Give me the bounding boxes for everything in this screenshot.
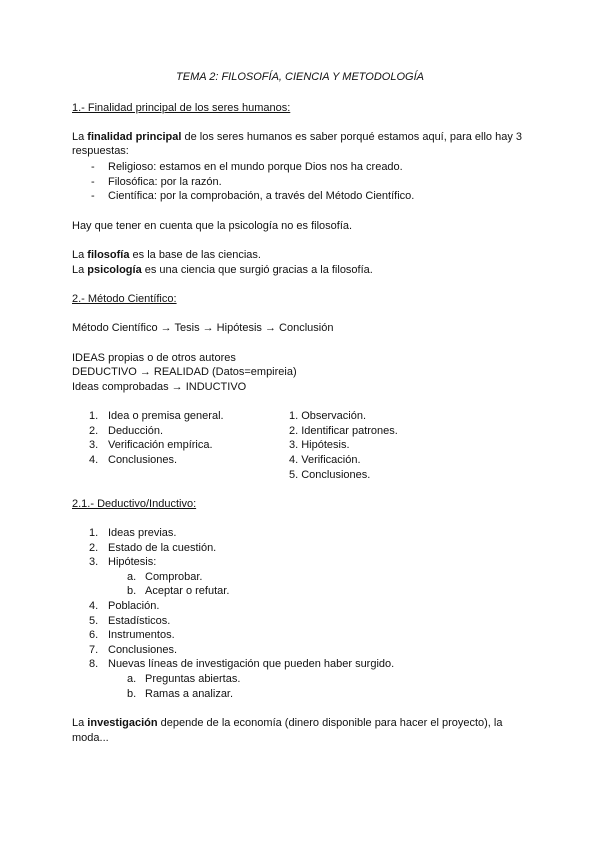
section-2-heading: 2.- Método Científico: [72,293,177,305]
list-number: 1. [89,527,99,539]
bullet-item: Religioso: estamos en el mundo porque Dios nos ha creado. [108,161,403,173]
bold-term-psicologia: psicología [87,264,142,276]
list-item: Estado de la cuestión. [108,542,217,554]
bullet-dash: - [91,161,95,173]
intro-paragraph-line2: respuestas: [72,145,129,157]
bold-term-investigacion: investigación [87,717,158,729]
psicologia-line: La psicología es una ciencia que surgió gracias a la filosofía. [72,264,373,276]
list-number: 7. [89,644,99,656]
list-item: Instrumentos. [108,629,175,641]
closing-paragraph-line2: moda... [72,732,109,744]
list-item: Idea o premisa general. [108,410,224,422]
sublist-item: Aceptar o refutar. [145,585,230,597]
filosofia-line: La filosofía es la base de las ciencias. [72,249,261,261]
list-item: Hipótesis: [108,556,157,568]
list-item: Población. [108,600,160,612]
list-item: Ideas previas. [108,527,177,539]
list-number: 3. [89,439,99,451]
list-item: 3. Hipótesis. [289,439,350,451]
bullet-item: Filosófica: por la razón. [108,176,222,188]
bold-term-finalidad: finalidad principal [87,131,182,143]
list-number: 6. [89,629,99,641]
ideas-line-1: IDEAS propias o de otros autores [72,352,236,364]
sublist-letter: b. [127,585,137,597]
list-item: Estadísticos. [108,615,171,627]
list-item: Conclusiones. [108,644,178,656]
sublist-letter: b. [127,688,137,700]
list-number: 2. [89,542,99,554]
list-item: Deducción. [108,425,164,437]
bullet-item: Científica: por la comprobación, a través del Método Científico. [108,190,415,202]
bold-term-filosofia: filosofía [87,249,130,261]
list-item: 4. Verificación. [289,454,361,466]
page-title: TEMA 2: FILOSOFÍA, CIENCIA Y METODOLOGÍA [176,71,424,83]
sublist-item: Comprobar. [145,571,203,583]
list-number: 4. [89,454,99,466]
method-flow: Método Científico → Tesis → Hipótesis → Conclusión [72,322,334,334]
list-item: Conclusiones. [108,454,178,466]
section-1-heading: 1.- Finalidad principal de los seres humanos: [72,102,291,114]
ideas-line-2: DEDUCTIVO → REALIDAD (Datos=empireia) [72,366,297,378]
list-item: 2. Identificar patrones. [289,425,398,437]
bullet-dash: - [91,176,95,188]
list-number: 4. [89,600,99,612]
sublist-item: Preguntas abiertas. [145,673,241,685]
list-item: Nuevas líneas de investigación que pueden haber surgido. [108,658,395,670]
list-item: 5. Conclusiones. [289,469,371,481]
closing-paragraph-line1: La investigación depende de la economía (dinero disponible para hacer el proyecto), la [72,717,503,729]
list-item: 1. Observación. [289,410,367,422]
list-number: 8. [89,658,99,670]
list-number: 2. [89,425,99,437]
intro-paragraph-line1: La finalidad principal de los seres humanos es saber porqué estamos aquí, para ello hay 3 [72,131,523,143]
section-2-1-heading: 2.1.- Deductivo/Inductivo: [72,498,197,510]
note-paragraph: Hay que tener en cuenta que la psicología no es filosofía. [72,220,353,232]
list-number: 3. [89,556,99,568]
list-item: Verificación empírica. [108,439,213,451]
list-number: 5. [89,615,99,627]
list-number: 1. [89,410,99,422]
sublist-letter: a. [127,673,137,685]
sublist-item: Ramas a analizar. [145,688,234,700]
ideas-line-3: Ideas comprobadas → INDUCTIVO [72,381,247,393]
sublist-letter: a. [127,571,137,583]
bullet-dash: - [91,190,95,202]
